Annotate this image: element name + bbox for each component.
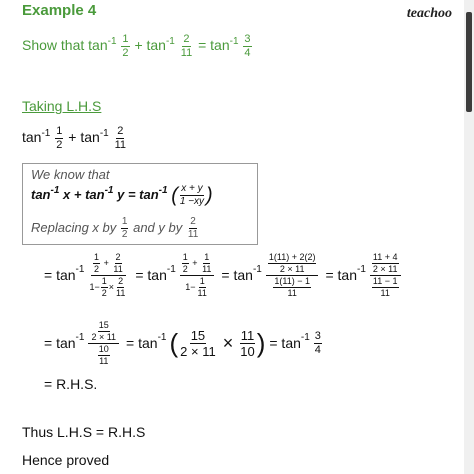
formula-line: $\tan^{-1} x + \tan^{-1} y = \tan^{-1}$ ( $\frac{x + y}{1 -xy}$ ) — [31, 183, 213, 208]
step-line-2: = tan -1 $\frac{\frac{15}{2 \times 11}}{\frac{10}{11}}$ = tan -1 ( $\frac{15}{2 \times 11}$ × $\frac{11}{10}$ ) = tan -1 $\frac{3}{4}$ — [44, 319, 321, 366]
lhs-tan: tan — [22, 129, 42, 145]
brand-logo: teachoo — [406, 6, 452, 21]
question-plus: + tan — [134, 37, 166, 53]
inverse-sup: -1 — [107, 36, 117, 47]
fraction: $\frac{3}{4}$ — [244, 32, 251, 59]
fraction: $\frac{2}{11}$ — [114, 124, 127, 151]
replace-line: Replacing x by $\frac{1}{2}$ and y by $\frac{2}{11}$ — [31, 216, 199, 241]
fraction: $\frac{1}{2}$ — [56, 124, 63, 151]
lhs-plus: + tan — [68, 129, 100, 145]
inverse-sup: -1 — [165, 36, 175, 47]
formula-box — [22, 163, 258, 245]
inverse-sup: -1 — [229, 36, 239, 47]
question-prefix: Show that tan — [22, 37, 108, 53]
scrollbar-thumb[interactable] — [466, 12, 472, 112]
fraction: $\frac{1}{2}$ — [122, 32, 129, 59]
result-line: = R.H.S. — [44, 376, 98, 392]
scrollbar[interactable] — [464, 0, 474, 474]
know-line: We know that — [31, 167, 110, 182]
question-eq: = tan — [198, 37, 230, 53]
inverse-sup: -1 — [41, 128, 51, 139]
step-line-1: = tan -1 $\frac{1}{2}$ + $\frac{2}{11}$ 1− $\frac{1}{2}$ × $\frac{2}{11}$ = tan -1 $\frac{1}{2}$ + $\frac{1}{11}$ 1− $\frac{1}{11}$ = tan -1 $\frac{\frac{1(11) + 2(2)}{2 \times 11}}{\frac{1(11) - 1}{11}}$ = tan -1 $\frac{\frac{11 + 4}{2 \times 11}}{\frac{11 - 1}{11}}$ — [44, 250, 402, 300]
lhs-expression — [22, 122, 128, 155]
question-statement — [22, 30, 253, 63]
fraction: $\frac{2}{11}$ — [180, 32, 193, 59]
conclusion-line-1: Thus L.H.S = R.H.S — [22, 424, 146, 440]
example-title: Example 4 — [22, 2, 97, 19]
section-heading: Taking L.H.S — [22, 98, 102, 114]
inverse-sup: -1 — [99, 128, 109, 139]
conclusion-line-2: Hence proved — [22, 452, 110, 468]
